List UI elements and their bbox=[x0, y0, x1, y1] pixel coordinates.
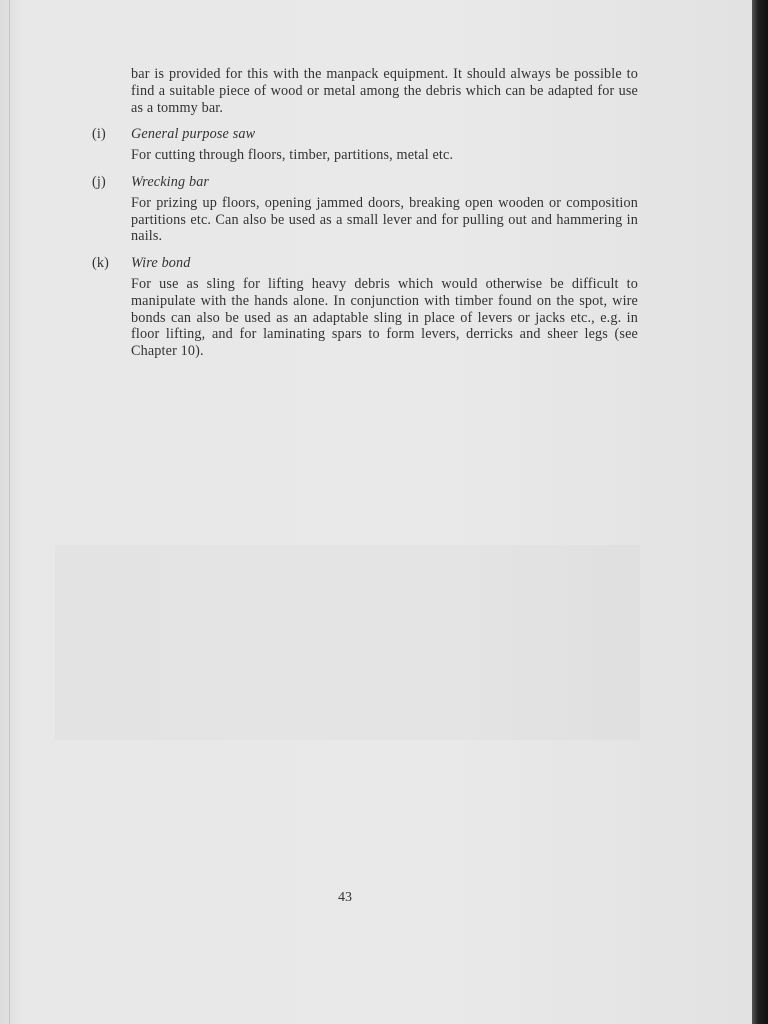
item-marker: (j) bbox=[92, 173, 106, 190]
intro-paragraph: bar is provided for this with the manpack equipment. It should always be possible to find a suitable piece of wood or metal among the debris which can be adapted for use as a tommy bar. bbox=[131, 66, 638, 116]
list-item-wire-bond bbox=[92, 255, 638, 360]
item-heading: Wire bond bbox=[131, 255, 191, 272]
item-heading: General purpose saw bbox=[131, 126, 256, 143]
item-description: For use as sling for lifting heavy debris which would otherwise be difficult to manipulate with the hands alone. In conjunction with timber found on the spot, wire bonds can also be used as an adaptable sling in place of levers or jacks etc., e.g. in floor lifting, and for laminating spars to form levers, derricks and sheer legs (see Chapter 10). bbox=[131, 275, 638, 360]
page-content bbox=[92, 66, 638, 360]
book-spine-shadow bbox=[752, 0, 768, 1024]
page-left-edge bbox=[9, 0, 10, 1024]
item-description: For prizing up floors, opening jammed doors, breaking open wooden or composition partitions etc. Can also be used as a small lever and for pulling out and hammering in nails. bbox=[131, 194, 638, 245]
list-item-general-purpose-saw bbox=[92, 126, 638, 164]
item-marker: (k) bbox=[92, 255, 109, 272]
list-item-wrecking-bar bbox=[92, 174, 638, 245]
item-description: For cutting through floors, timber, partitions, metal etc. bbox=[131, 147, 454, 164]
item-heading: Wrecking bar bbox=[131, 173, 210, 190]
page-number: 43 bbox=[338, 890, 352, 905]
item-marker: (i) bbox=[92, 126, 106, 143]
